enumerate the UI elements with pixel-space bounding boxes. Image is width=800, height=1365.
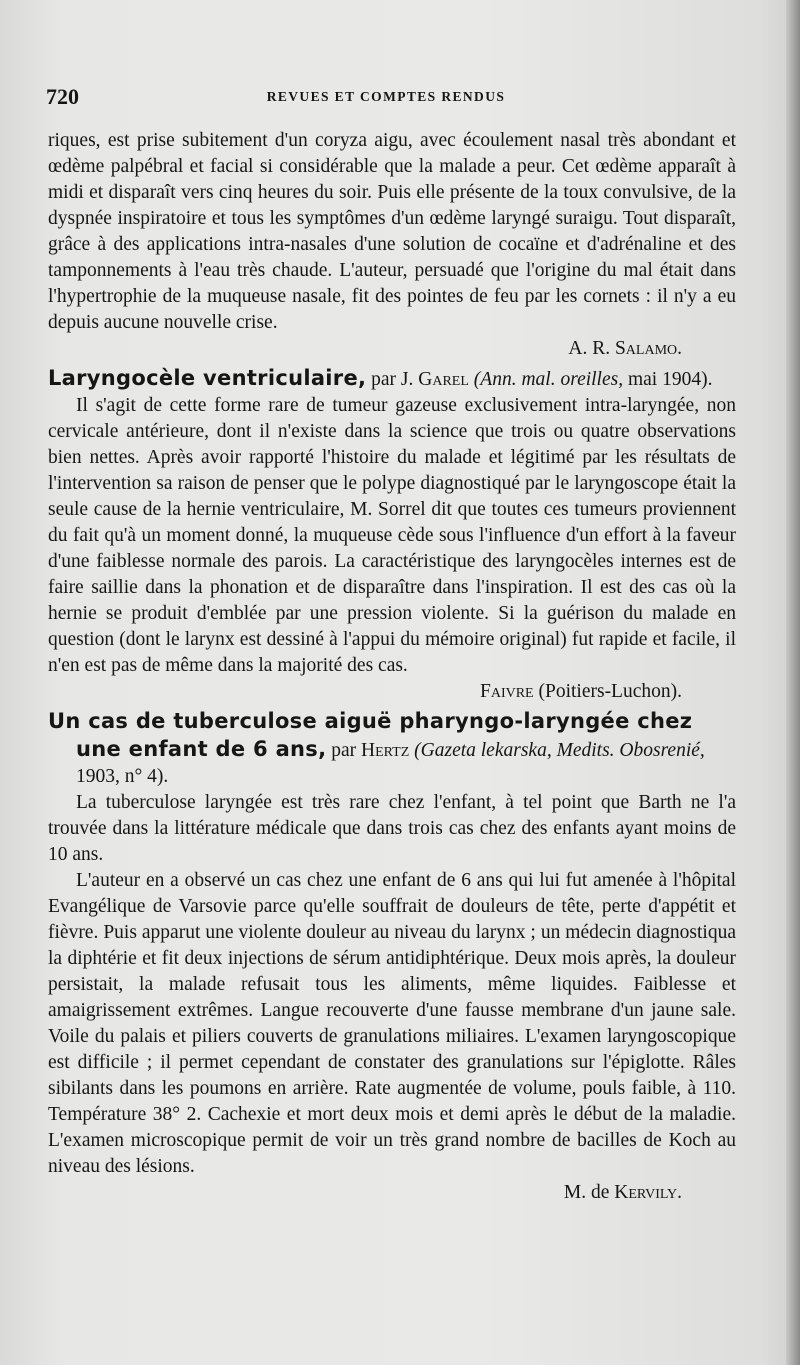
article-paragraph: riques, est prise subitement d'un coryza aigu, avec écoulement nasal très abondant et œdème palpébral et facial si considérable que la malade a peur. Cet œdème apparaît à midi et disparaît vers cinq heures du soir. Puis elle présente de la toux convulsive, de la dyspnée inspiratoire et tous les symptômes d'un œdème laryngé suraigu. Tout disparaît, grâce à des applications intra-nasales d'une solution de cocaïne et d'adrénaline et des tamponnements à l'eau très chaude. L'auteur, persuadé que l'origine du mal était dans l'hypertrophie de la muqueuse nasale, fit des pointes de feu par les cornets : il n'y a eu depuis aucune nouvelle crise. bbox=[48, 130, 736, 333]
reviewer-signature: Faivre (Poitiers-Luchon). bbox=[479, 681, 682, 702]
article-author: Hertz bbox=[361, 740, 410, 761]
page-header bbox=[46, 84, 726, 114]
article-paragraph: Il s'agit de cette forme rare de tumeur gazeuse exclusivement intra-laryngée, non cervicale antérieure, dont il n'existe dans la science que trois ou quatre observations bien nettes. Après avoir rapporté l'histoire du malade et légitimé par les résultats de l'intervention sa raison de penser que le polype diagnostiqué par le laryngoscope était la seule cause de la hernie ventriculaire, M. Sorrel dit que toutes ces tumeurs proviennent du fait qu'à un moment donné, la muqueuse cède sous l'influence d'un effort à la faveur d'une faiblesse normale des parois. La caractéristique des laryngocèles internes est de faire saillie dans la phonation et de disparaître dans l'inspiration. Il est des cas où la hernie se produit d'emblée par une pression violente. Si la guérison du malade en question (dont le larynx est dessiné à l'appui du mémoire original) fut rapide et facile, il n'en est pas de même dans la majorité des cas. bbox=[48, 395, 736, 676]
page-body bbox=[48, 128, 736, 1206]
article-by: par bbox=[331, 740, 357, 761]
review-article-1 bbox=[48, 128, 736, 362]
article-author: Garel bbox=[418, 369, 469, 390]
article-heading bbox=[48, 708, 736, 790]
page-edge-shadow bbox=[786, 0, 800, 1365]
article-by: par J. bbox=[371, 369, 414, 390]
article-date: 1903, n° 4). bbox=[76, 766, 169, 787]
article-journal: (Gazeta lekarska, Medits. Obosrenié, bbox=[414, 740, 705, 761]
article-title: Laryngocèle ventriculaire, bbox=[48, 366, 367, 390]
article-paragraph: L'auteur en a observé un cas chez une enfant de 6 ans qui lui fut amenée à l'hôpital Evangélique de Varsovie parce qu'elle souffrait de douleurs de tête, perte d'appétit et fièvre. Puis apparut une violente douleur au niveau du larynx ; un médecin diagnostiqua la diphtérie et fit deux injections de sérum antidiphtérique. Deux mois après, la douleur persistait, la malade refusait tous les aliments, même liquides. Faiblesse et amaigrissement extrêmes. Langue recouverte d'une fausse membrane d'un jaune sale. Voile du palais et piliers couverts de granulations miliaires. L'examen laryngoscopique est difficile ; il permet cependant de constater des granulations sur l'épiglotte. Râles sibilants dans les poumons en arrière. Rate augmentée de volume, pouls faible, à 110. Température 38° 2. Cachexie et mort deux mois et demi après le début de la maladie. L'examen microscopique permit de voir un très grand nombre de bacilles de Koch au niveau des lésions. bbox=[48, 870, 736, 1177]
reviewer-signature: A. R. Salamo. bbox=[568, 338, 682, 359]
review-article-2 bbox=[48, 365, 736, 705]
article-journal: (Ann. mal. oreilles, bbox=[473, 369, 624, 390]
article-heading bbox=[48, 365, 736, 393]
review-article-3 bbox=[48, 708, 736, 1206]
running-head: REVUES ET COMPTES RENDUS bbox=[266, 89, 506, 104]
article-date: mai 1904). bbox=[627, 369, 713, 390]
article-paragraph: La tuberculose laryngée est très rare chez l'enfant, à tel point que Barth ne l'a trouvée dans la littérature médicale que dans trois cas chez des enfants ayant moins de 10 ans. bbox=[48, 792, 736, 865]
article-title: Un cas de tuberculose aiguë pharyngo-laryngée chez une enfant de 6 ans, bbox=[48, 709, 693, 761]
page-number: 720 bbox=[46, 84, 79, 109]
reviewer-signature: M. de Kervily. bbox=[563, 1182, 682, 1203]
